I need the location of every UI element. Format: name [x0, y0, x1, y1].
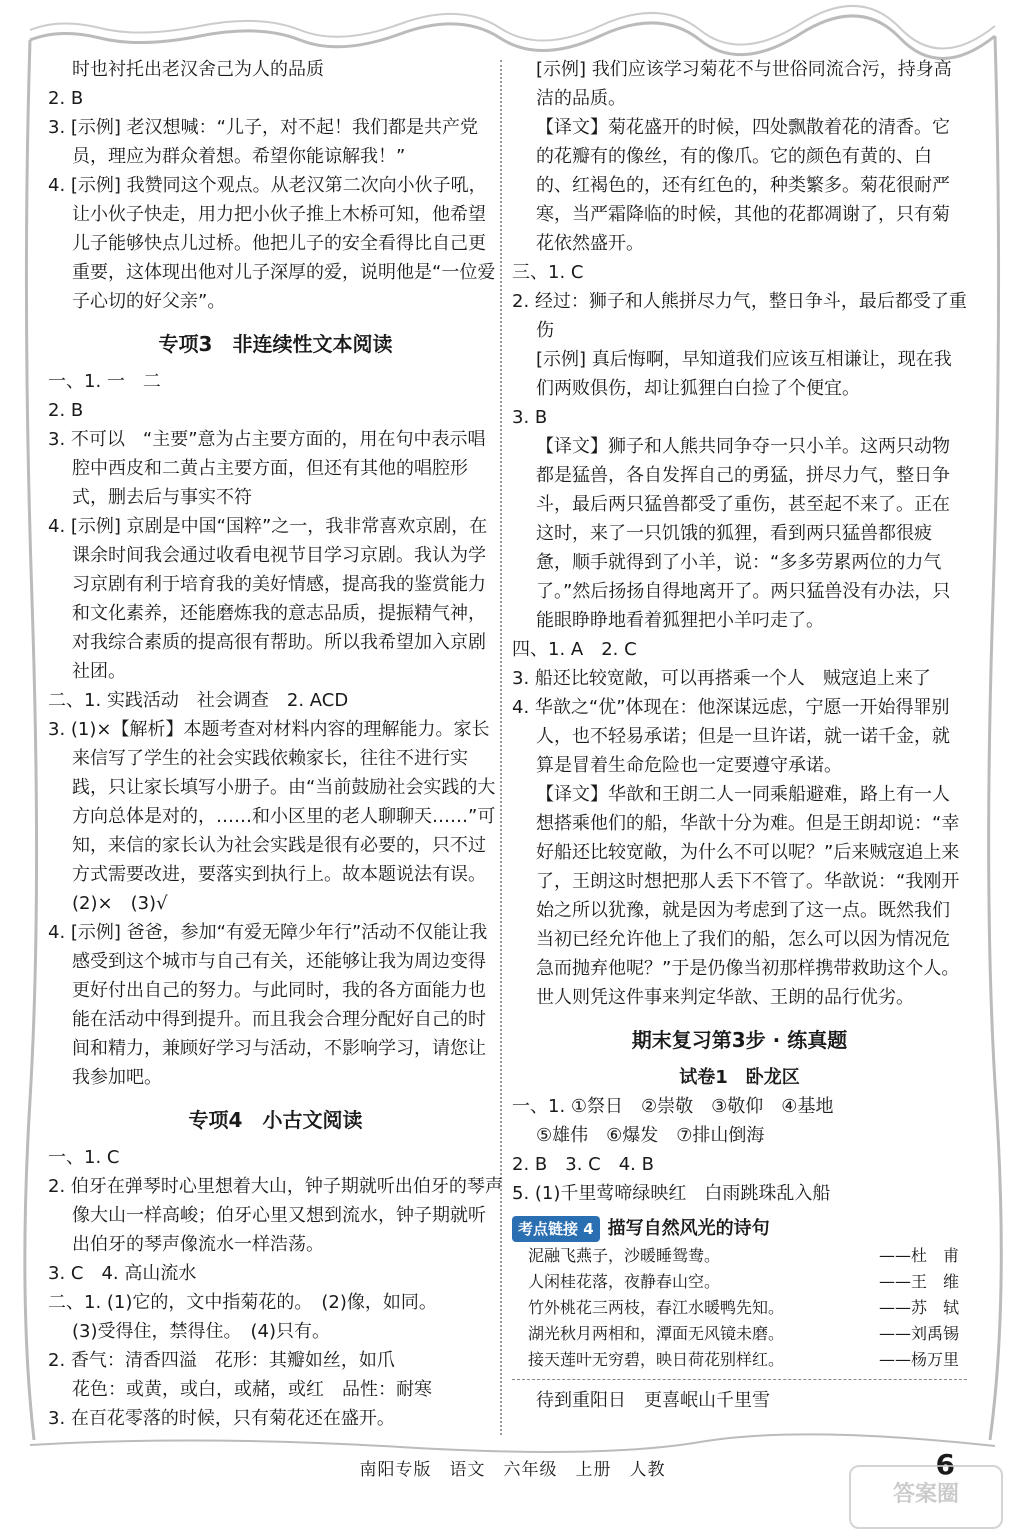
poem-list: [512, 1243, 967, 1380]
section-heading: 专项4 小古文阅读: [188, 1108, 363, 1132]
poem-author: ——杜 甫: [878, 1246, 959, 1265]
poem-line: 人闲桂花落，夜静春山空。: [528, 1272, 721, 1291]
answer-paragraph: 【译文】狮子和人熊共同争夺一只小羊。这两只动物都是猛兽，各自发挥自己的勇猛，拼尽力气，整日争斗，最后两只猛兽都受了重伤，甚至起不来了。正在这时，来了一只饥饿的狐狸，看到两只猛兽都很疲惫，顺手就得到了小羊，说：“多多劳累两位的力气了。”然后扬扬自得地离开了。两只猛兽没有办法，只能眼睁睁地看着狐狸把小羊叼走了。: [536, 436, 951, 631]
answer-paragraph: 3. B: [512, 407, 548, 428]
answer-paragraph: 3. 船还比较宽敞，可以再搭乘一个人 贼寇追上来了: [512, 668, 931, 689]
poem-line: 竹外桃花三两枝，春江水暖鸭先知。: [528, 1298, 785, 1317]
page-number: 6: [935, 1448, 955, 1481]
answer-paragraph: 2. B: [48, 88, 84, 109]
poem-author: ——杨万里: [878, 1350, 959, 1369]
kaodian-title: 描写自然风光的诗句: [607, 1218, 770, 1239]
poem-row: [512, 1243, 967, 1269]
right-paragraphs: [512, 55, 967, 1208]
answer-paragraph: ⑤雄伟 ⑥爆发 ⑦排山倒海: [536, 1125, 765, 1146]
answer-paragraph: 【译文】华歆和王朗二人一同乘船避难，路上有一人想搭乘他们的船，华歆十分为难。但是王朗却说：“幸好船还比较宽敞，为什么不可以呢？”后来贼寇追上来了，王朗这时想把那人丢下不管了。华歆说：“我刚开始之所以犹豫，就是因为考虑到了这一点。既然我们当初已经允许他上了我们的船，怎么可以因为情况危急而抛弃他呢？”于是仍像当初那样携带救助这个人。世人则凭这件事来判定华歆、王朗的品行优劣。: [536, 784, 960, 1008]
answer-paragraph: 4. [示例] 京剧是中国“国粹”之一，我非常喜欢京剧，在课余时间我会通过收看电视节目学习京剧。我认为学习京剧有利于培育我的美好情感，提高我的鉴赏能力和文化素养，还能磨炼我的意志品质，提振精气神，对我综合素质的提高很有帮助。所以我希望加入京剧社团。: [48, 516, 488, 682]
answer-paragraph: 3. 不可以 “主要”意为占主要方面的，用在句中表示唱腔中西皮和二黄占主要方面，但还有其他的唱腔形式，删去后与事实不符: [48, 429, 486, 508]
answer-paragraph: 二、1. 实践活动 社会调查 2. ACD: [48, 690, 349, 711]
poem-row: [512, 1269, 967, 1295]
poem-line: 湖光秋月两相和，潭面无风镜未磨。: [528, 1324, 785, 1343]
watermark-logo: 答案圈: [849, 1465, 1003, 1529]
answer-paragraph: 2. B: [48, 400, 84, 421]
answer-paragraph: 5. (1)千里莺啼绿映红 白雨跳珠乱入船: [512, 1183, 831, 1204]
poem-row: [512, 1295, 967, 1321]
exam-subtitle: 试卷1 卧龙区: [679, 1067, 800, 1088]
left-column: [48, 55, 503, 1433]
answer-paragraph: 3. (1)×【解析】本题考查对材料内容的理解能力。家长来信写了学生的社会实践依赖家长，往往不进行实践，只让家长填写小册子。由“当前鼓励社会实践的大方向总体是对的，……和小区里的老人聊聊天……”可知，来信的家长认为社会实践是很有必要的，只不过方式需要改进，要落实到执行上。故本题说法有误。: [48, 719, 496, 885]
right-column: [512, 55, 967, 1415]
answer-paragraph: 四、1. A 2. C: [512, 639, 637, 660]
answer-paragraph: 花色：或黄，或白，或赭，或红 品性：耐寒: [72, 1379, 432, 1400]
poem-line: 泥融飞燕子，沙暖睡鸳鸯。: [528, 1246, 721, 1265]
answer-paragraph: 2. 伯牙在弹琴时心里想着大山，钟子期就听出伯牙的琴声像大山一样高峻；伯牙心里又想到流水，钟子期就听出伯牙的琴声像流水一样浩荡。: [48, 1176, 503, 1255]
answer-paragraph: (3)受得住，禁得住。 (4)只有。: [72, 1321, 330, 1342]
answer-paragraph: 2. 经过：狮子和人熊拼尽力气，整日争斗，最后都受了重伤: [512, 291, 967, 341]
answer-paragraph: 一、1. C: [48, 1147, 120, 1168]
section-heading: 期末复习第3步 · 练真题: [631, 1028, 848, 1052]
poem-row: [512, 1347, 967, 1373]
answer-paragraph: 2. 香气：清香四溢 花形：其瓣如丝，如爪: [48, 1350, 395, 1371]
answer-paragraph: 三、1. C: [512, 262, 584, 283]
answer-paragraph: 4. 华歆之“优”体现在：他深谋远虑，宁愿一开始得罪别人，也不轻易承诺；但是一旦许诺，就一诺千金，就算是冒着生命危险也一定要遵守承诺。: [512, 697, 950, 776]
answer-paragraph: 2. B 3. C 4. B: [512, 1154, 654, 1175]
answer-paragraph: 3. C 4. 高山流水: [48, 1263, 197, 1284]
poem-author: ——苏 轼: [878, 1298, 959, 1317]
kaodian-heading: [512, 1214, 967, 1243]
answer-paragraph: [示例] 我们应该学习菊花不与世俗同流合污，持身高洁的品质。: [536, 59, 952, 109]
kaodian-badge: 考点链接 4: [512, 1216, 600, 1242]
after-poems-answer: 待到重阳日 更喜岷山千里雪: [536, 1390, 770, 1411]
answer-paragraph: 4. [示例] 我赞同这个观点。从老汉第二次向小伙子吼，让小伙子快走，用力把小伙子推上木桥可知，他希望儿子能够快点儿过桥。他把儿子的安全看得比自己更重要，这体现出他对儿子深厚的爱，说明他是“一位爱子心切的好父亲”。: [48, 175, 496, 312]
answer-paragraph: 【译文】菊花盛开的时候，四处飘散着花的清香。它的花瓣有的像丝，有的像爪。它的颜色有黄的、白的、红褐色的，还有红色的，种类繁多。菊花很耐严寒，当严霜降临的时候，其他的花都凋谢了，只有菊花依然盛开。: [536, 117, 950, 254]
answer-paragraph: 3. 在百花零落的时候，只有菊花还在盛开。: [48, 1408, 395, 1429]
answer-paragraph: 一、1. ①祭日 ②崇敬 ③敬仰 ④基地: [512, 1096, 834, 1117]
poem-author: ——王 维: [878, 1272, 959, 1291]
section-heading: 专项3 非连续性文本阅读: [158, 332, 393, 356]
poem-author: ——刘禹锡: [878, 1324, 959, 1343]
poem-line: 接天莲叶无穷碧，映日荷花别样红。: [528, 1350, 785, 1369]
answer-paragraph: 二、1. (1)它的，文中指菊花的。 (2)像，如同。: [48, 1292, 437, 1313]
answer-paragraph: (2)× (3)√: [72, 893, 168, 914]
page-footer: 南阳专版 语文 六年级 上册 人教: [359, 1460, 666, 1480]
answer-paragraph: 4. [示例] 爸爸，参加“有爱无障少年行”活动不仅能让我感受到这个城市与自己有关，还能够让我为周边变得更好付出自己的努力。与此同时，我的各方面能力也能在活动中得到提升。而且我会合理分配好自己的时间和精力，兼顾好学习与活动，不影响学习，请您让我参加吧。: [48, 922, 488, 1088]
answer-paragraph: 3. [示例] 老汉想喊：“儿子，对不起！我们都是共产党员，理应为群众着想。希望你能谅解我！”: [48, 117, 478, 167]
answer-paragraph: 一、1. 一 二: [48, 371, 161, 392]
answer-paragraph: [示例] 真后悔啊，早知道我们应该互相谦让，现在我们两败俱伤，却让狐狸白白捡了个便宜。: [536, 349, 952, 399]
answer-paragraph: 时也衬托出老汉舍己为人的品质: [72, 59, 324, 80]
poem-row: [512, 1321, 967, 1347]
